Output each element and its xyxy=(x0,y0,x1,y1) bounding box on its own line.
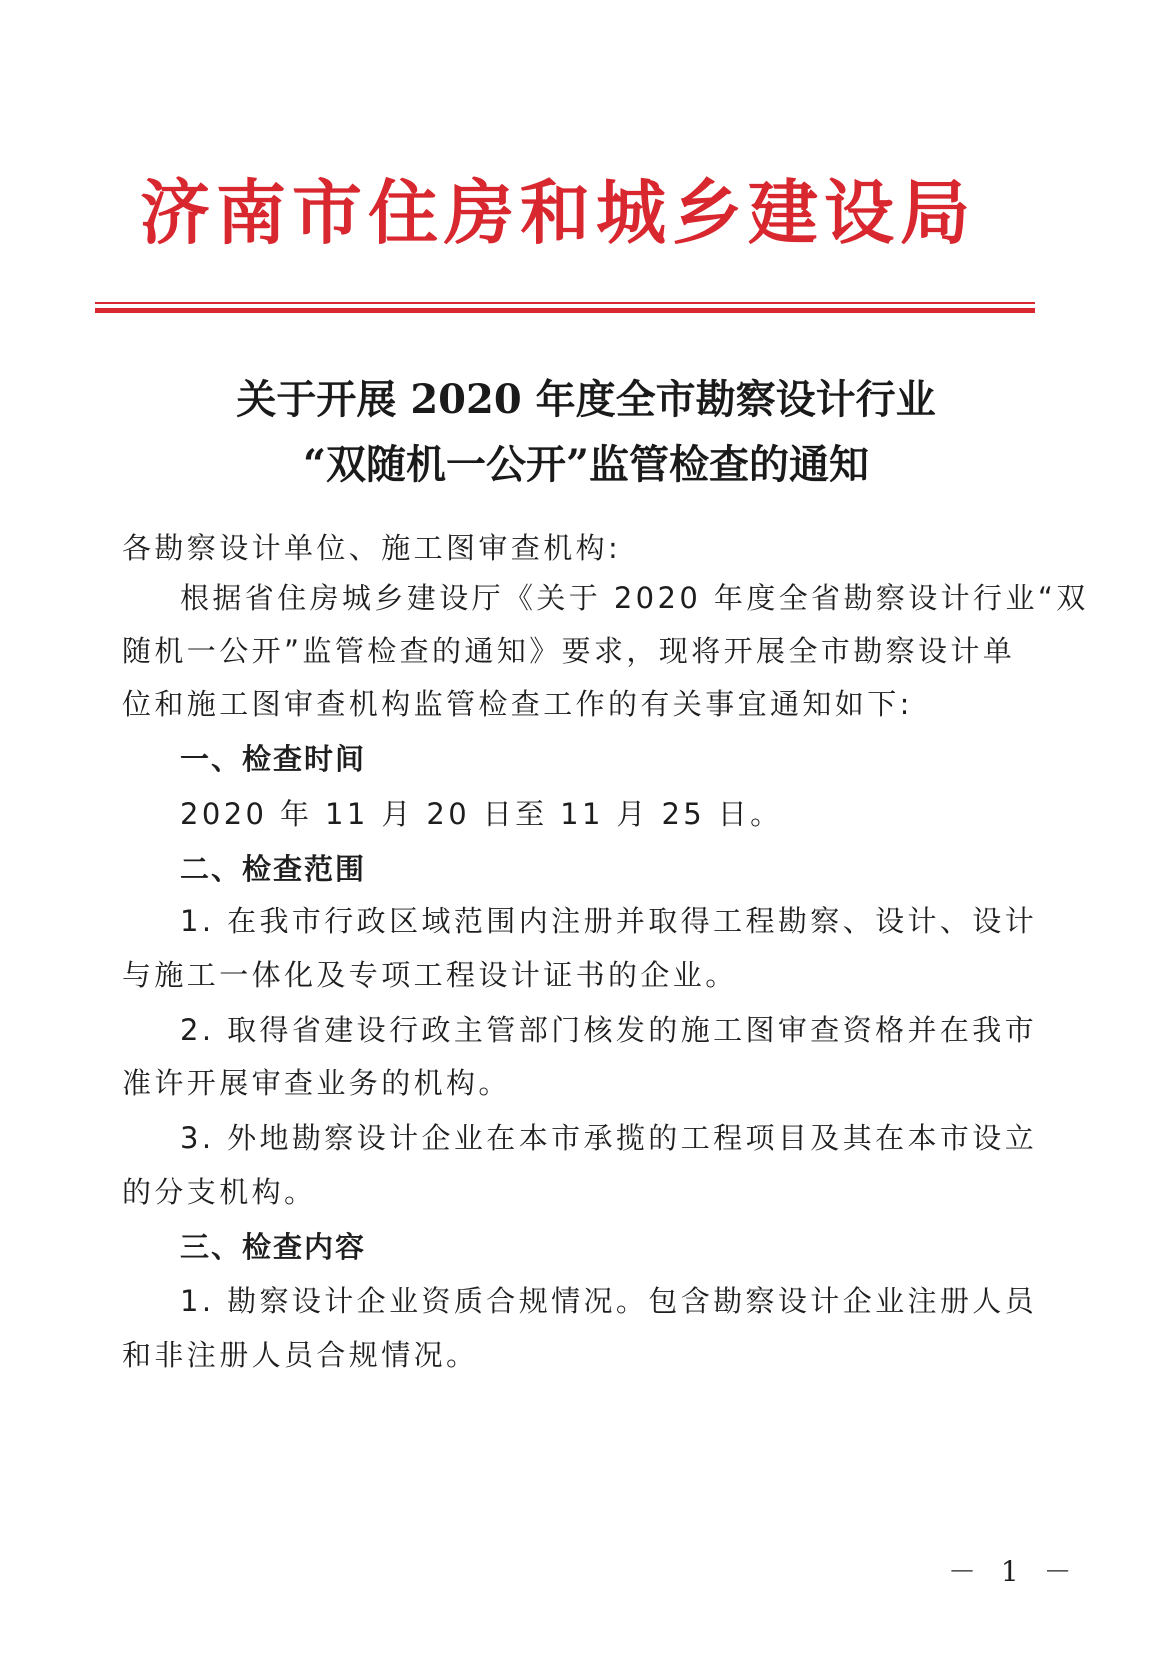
intro-line-3: 位和施工图审查机构监管检查工作的有关事宜通知如下: xyxy=(122,687,913,721)
issuing-organization: 济南市住房和城乡建设局 xyxy=(140,171,976,254)
page-number: － 1 － xyxy=(948,1555,1080,1588)
document-title-line-2: “双随机一公开”监管检查的通知 xyxy=(302,441,869,488)
header-red-rule-thin xyxy=(95,302,1035,304)
section-3-heading: 三、检查内容 xyxy=(180,1230,367,1264)
section-1-heading: 一、检查时间 xyxy=(180,742,367,776)
section-2-item-3-line-2: 的分支机构。 xyxy=(122,1175,317,1209)
section-1-text: 2020 年 11 月 20 日至 11 月 25 日。 xyxy=(180,797,783,831)
intro-line-2: 随机一公开”监管检查的通知》要求，现将开展全市勘察设计单 xyxy=(122,634,1016,668)
section-3-item-1-line-1: 1. 勘察设计企业资质合规情况。包含勘察设计企业注册人员 xyxy=(180,1284,1038,1318)
intro-line-1: 根据省住房城乡建设厅《关于 2020 年度全省勘察设计行业“双 xyxy=(180,581,1089,615)
document-title-line-1: 关于开展 2020 年度全市勘察设计行业 xyxy=(236,376,936,423)
section-2-item-1-line-1: 1. 在我市行政区域范围内注册并取得工程勘察、设计、设计 xyxy=(180,904,1038,938)
section-2-item-1-line-2: 与施工一体化及专项工程设计证书的企业。 xyxy=(122,958,738,992)
section-2-item-2-line-1: 2. 取得省建设行政主管部门核发的施工图审查资格并在我市 xyxy=(180,1013,1038,1047)
salutation: 各勘察设计单位、施工图审查机构: xyxy=(122,531,622,565)
section-3-item-1-line-2: 和非注册人员合规情况。 xyxy=(122,1338,479,1372)
section-2-item-3-line-1: 3. 外地勘察设计企业在本市承揽的工程项目及其在本市设立 xyxy=(180,1121,1038,1155)
section-2-item-2-line-2: 准许开展审查业务的机构。 xyxy=(122,1066,511,1100)
section-2-heading: 二、检查范围 xyxy=(180,852,367,886)
header-red-rule-thick xyxy=(95,308,1035,313)
